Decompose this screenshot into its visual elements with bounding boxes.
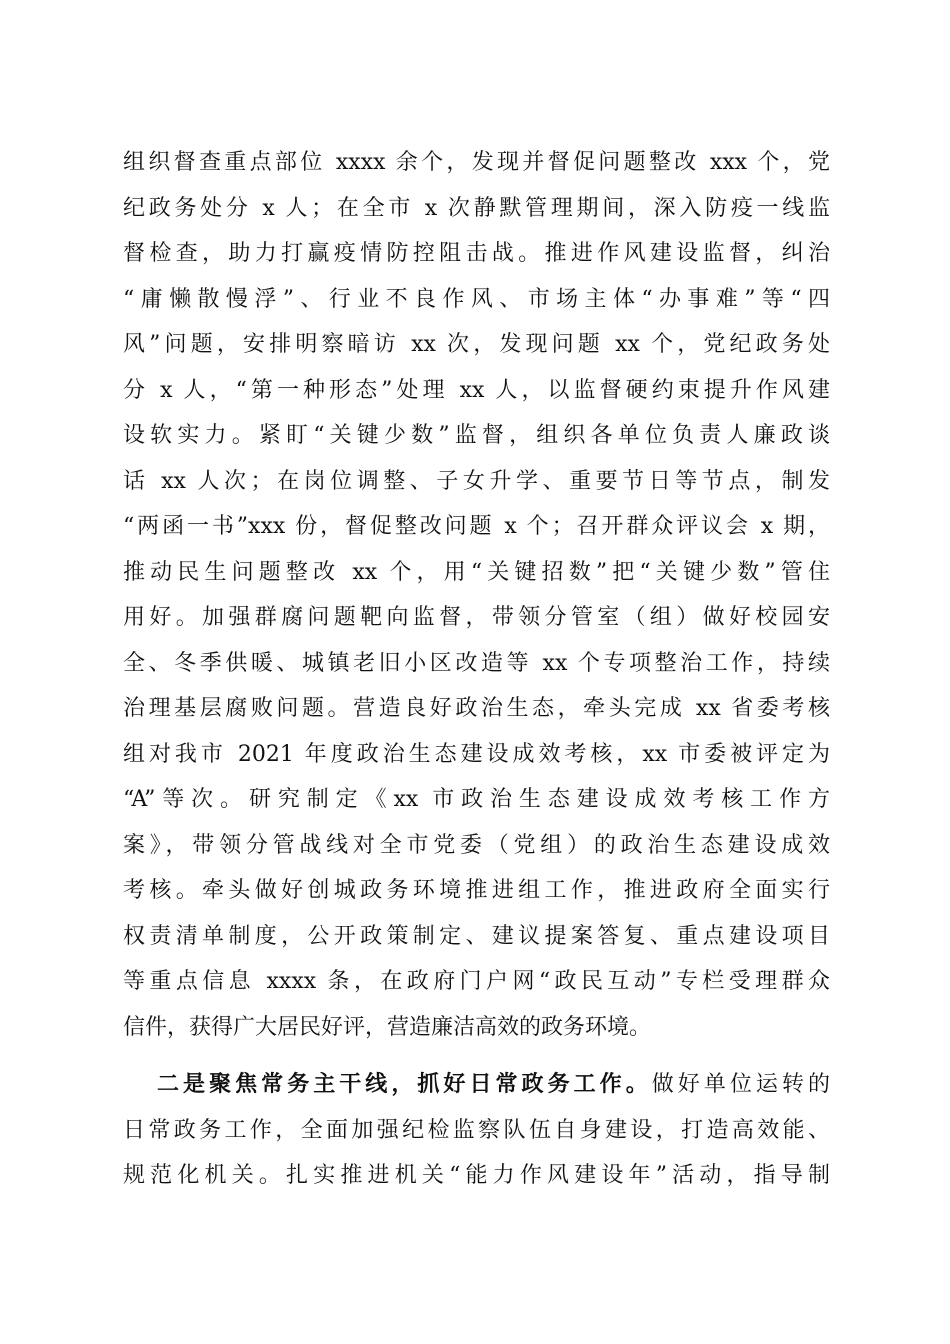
text-line: 用好。加强群腐问题靶向监督，带领分管室（组）做好校园安	[123, 605, 830, 630]
text-line: 风”问题，安排明察暗访 xx 次，发现问题 xx 个，党纪政务处	[123, 332, 830, 357]
text-line: 全、冬季供暖、城镇老旧小区改造等 xx 个专项整治工作，持续	[123, 650, 830, 676]
text-line: “庸懒散慢浮”、行业不良作风、市场主体“办事难”等“四	[123, 286, 830, 312]
text-line: 设软实力。紧盯“关键少数”监督，组织各单位负责人廉政谈	[123, 423, 830, 448]
text-line: “两函一书”xxx 份，督促整改问题 x 个；召开群众评议会 x 期，	[123, 514, 830, 539]
text-line: 督检查，助力打赢疫情防控阻击战。推进作风建设监督，纠治	[123, 241, 830, 266]
text-line: 信件，获得广大居民好评，营造廉洁高效的政务环境。	[123, 1014, 652, 1040]
text-line-rest: 做好单位运转的	[651, 1072, 830, 1097]
text-line: 分 x 人，“第一种形态”处理 xx 人，以监督硬约束提升作风建	[123, 377, 830, 403]
paragraph-1	[123, 140, 830, 1050]
text-line: 考核。牵头做好创城政务环境推进组工作，推进政府全面实行	[123, 878, 830, 903]
text-line: 纪政务处分 x 人；在全市 x 次静默管理期间，深入防疫一线监	[123, 195, 830, 221]
text-line: 治理基层腐败问题。营造良好政治生态，牵头完成 xx 省委考核	[123, 696, 830, 721]
text-line: 权责清单制度，公开政策制定、建议提案答复、重点建设项目	[123, 923, 830, 949]
text-line: 日常政务工作，全面加强纪检监察队伍自身建设，打造高效能、	[123, 1117, 830, 1143]
paragraph-2-first-line	[123, 1062, 830, 1108]
paragraph-2	[123, 1062, 830, 1199]
section-heading: 二是聚焦常务主干线，抓好日常政务工作。	[157, 1071, 652, 1097]
text-line: 组织督查重点部位 xxxx 余个，发现并督促问题整改 xxx 个，党	[123, 150, 830, 175]
text-line: 案》，带领分管战线对全市党委（党组）的政治生态建设成效	[123, 832, 830, 858]
text-line: 规范化机关。扎实推进机关“能力作风建设年”活动，指导制	[123, 1163, 830, 1188]
text-line: “A”等次。研究制定《xx 市政治生态建设成效考核工作方	[123, 787, 830, 812]
document-body	[123, 140, 830, 1199]
text-line: 话 xx 人次；在岗位调整、子女升学、重要节日等节点，制发	[123, 468, 830, 494]
text-line: 组对我市 2021 年度政治生态建设成效考核，xx 市委被评定为	[123, 741, 830, 767]
text-line: 等重点信息 xxxx 条，在政府门户网“政民互动”专栏受理群众	[123, 969, 830, 994]
paragraph-spacing	[123, 1050, 830, 1062]
text-line: 推动民生问题整改 xx 个，用“关键招数”把“关键少数”管住	[123, 559, 830, 585]
